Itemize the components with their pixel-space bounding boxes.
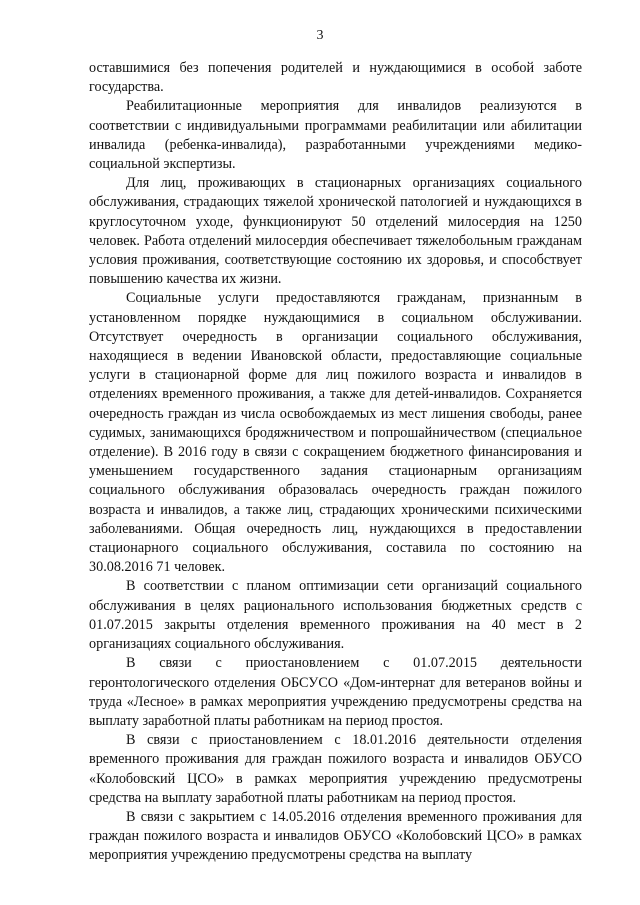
paragraph-rehabilitation: Реабилитационные мероприятия для инвалидов реализуются в соответствии с индивидуальными программами реабилитации или абилитации инвалида (ребенка-инвалида), разработанными учреждениями медико-социальной экспертизы. bbox=[89, 98, 582, 173]
document-body bbox=[89, 59, 582, 866]
paragraph-kolobovsky-suspension: В связи с приостановлением с 18.01.2016 деятельности отделения временного проживания для граждан пожилого возраста и инвалидов ОБУСО «Колобовский ЦСО» в рамках мероприятия учреждению предусмотрены средства на выплату заработной платы работникам на период простоя. bbox=[89, 732, 582, 806]
page-number: 3 bbox=[316, 28, 324, 43]
paragraph-optimization-plan: В соответствии с планом оптимизации сети организаций социального обслуживания в целях рационального использования бюджетных средств с 01.07.2015 закрыты отделения временного проживания на 40 мест в 2 организациях социального обслуживания. bbox=[89, 578, 582, 653]
paragraph-lesnoe-suspension: В связи с приостановлением с 01.07.2015 деятельности геронтологического отделения ОБСУСО «Дом-интернат для ветеранов войны и труда «Лесное» в рамках мероприятия учреждению предусмотрены средства на выплату заработной платы работникам на период простоя. bbox=[89, 655, 582, 729]
paragraph-kolobovsky-closure: В связи с закрытием с 14.05.2016 отделения временного проживания для граждан пожилого возраста и инвалидов ОБУСО «Колобовский ЦСО» в рамках мероприятия учреждению предусмотрены средства на выплату bbox=[89, 808, 582, 864]
paragraph-continuation: оставшимися без попечения родителей и нуждающимися в особой заботе государства. bbox=[89, 60, 582, 96]
paragraph-mercy-departments: Для лиц, проживающих в стационарных организациях социального обслуживания, страдающих тяжелой хронической патологией и нуждающихся в круглосуточном уходе, функционируют 50 отделений милосердия на 1250 человек. Работа отделений милосердия обеспечивает тяжелобольным гражданам условия проживания, соответствующие состоянию их здоровья, и способствует повышению качества их жизни. bbox=[89, 175, 582, 288]
paragraph-social-services-queue: Социальные услуги предоставляются гражданам, признанным в установленном порядке нуждающимися в социальном обслуживании. Отсутствует очередность в организации социального обслуживания, находящиеся в ведении Ивановской области, предоставляющие социальные услуги в стационарной форме для лиц пожилого возраста и инвалидов в отделениях временного проживания, а также для детей-инвалидов. Сохраняется очередность граждан из числа освобождаемых из мест лишения свободы, ранее судимых, занимающихся бродяжничеством и попрошайничеством (специальное отделение). В 2016 году в связи с сокращением бюджетного финансирования и уменьшением государственного задания стационарным организациям социального обслуживания образовалась очередность граждан пожилого возраста и инвалидов, а также лиц, страдающих хроническими психическими заболеваниями. Общая очередность лиц, нуждающихся в предоставлении стационарного социального обслуживания, составила по состоянию на 30.08.2016 71 человек. bbox=[89, 290, 582, 576]
